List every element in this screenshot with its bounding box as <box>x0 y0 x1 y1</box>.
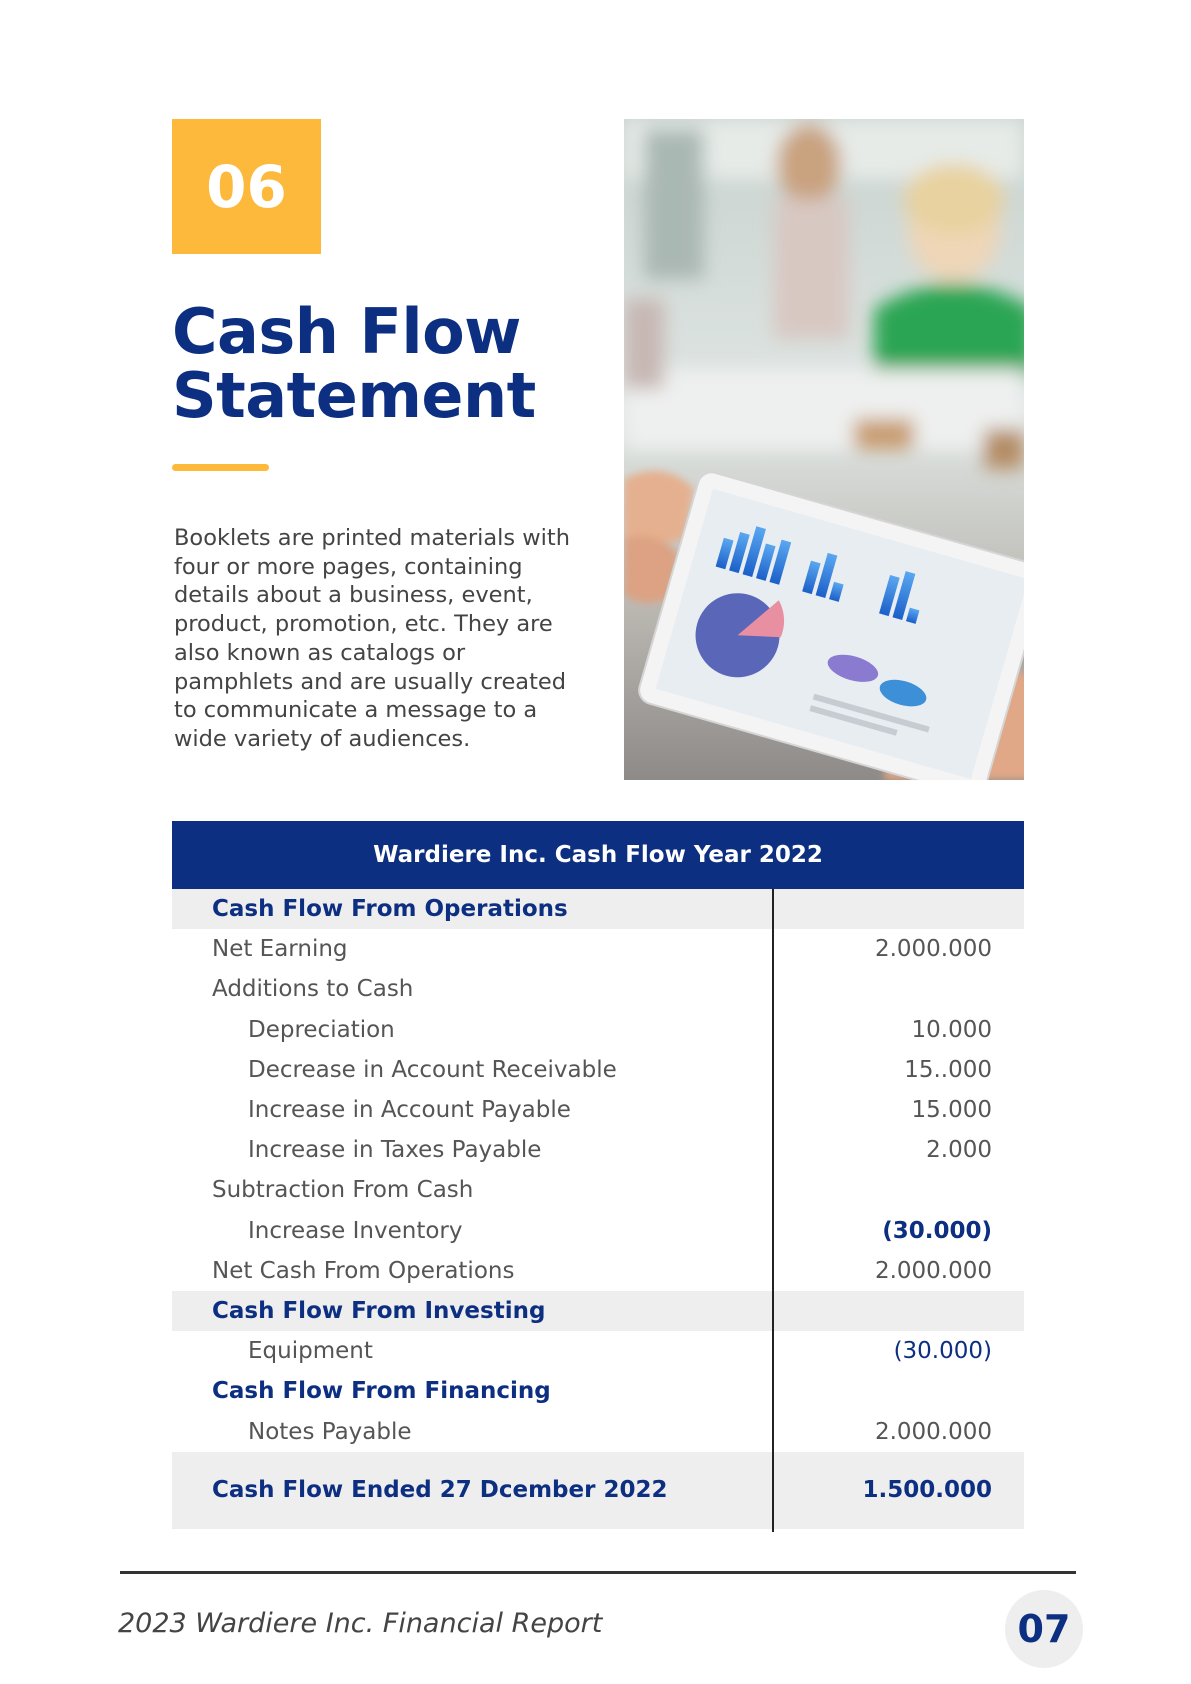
row-value: 10.000 <box>911 1016 992 1043</box>
table-row <box>172 929 1024 969</box>
tablet-chart-photo <box>624 119 1024 780</box>
table-row <box>172 1010 1024 1050</box>
page-title-line-1: Cash Flow <box>172 295 521 368</box>
page-title-line-2: Statement <box>172 359 536 432</box>
row-value: (30.000) <box>893 1338 992 1365</box>
section-number-badge: 06 <box>172 119 321 254</box>
row-value: 2.000.000 <box>874 1418 992 1445</box>
row-label: Net Cash From Operations <box>212 1257 515 1284</box>
table-row <box>172 1411 1024 1451</box>
row-label: Notes Payable <box>248 1418 412 1445</box>
row-value: (30.000) <box>882 1217 992 1244</box>
cash-flow-table <box>172 821 1024 1532</box>
title-underline <box>172 464 269 471</box>
row-label: Cash Flow From Operations <box>212 896 568 923</box>
table-row <box>172 889 1024 929</box>
row-label: Increase in Account Payable <box>248 1097 571 1124</box>
row-label: Subtraction From Cash <box>212 1177 474 1204</box>
row-label: Decrease in Account Receivable <box>248 1056 617 1083</box>
row-label: Increase Inventory <box>248 1217 463 1244</box>
footer-report-title: 2023 Wardiere Inc. Financial Report <box>118 1608 603 1639</box>
table-row <box>172 1130 1024 1170</box>
table-row <box>172 1251 1024 1291</box>
table-row <box>172 1090 1024 1130</box>
page-title <box>172 295 536 432</box>
table-row <box>172 1050 1024 1090</box>
row-label: Net Earning <box>212 936 348 963</box>
column-divider <box>772 889 774 1532</box>
footer-divider <box>120 1571 1076 1574</box>
row-label: Depreciation <box>248 1016 395 1043</box>
row-label: Additions to Cash <box>212 976 414 1003</box>
row-label: Cash Flow Ended 27 Dcember 2022 <box>212 1477 668 1504</box>
row-value: 1.500.000 <box>862 1477 992 1504</box>
intro-paragraph: Booklets are printed materials with four or more pages, containing details about a business, event, product, promotion, etc. They are also known as catalogs or pamphlets and are usually created to communicate a message to a wide variety of audiences. <box>174 525 570 752</box>
table-title: Wardiere Inc. Cash Flow Year 2022 <box>172 821 1024 889</box>
table-row <box>172 1211 1024 1251</box>
row-label: Equipment <box>248 1338 373 1365</box>
row-value: 15.000 <box>911 1097 992 1124</box>
row-label: Cash Flow From Investing <box>212 1297 546 1324</box>
table-row <box>172 969 1024 1009</box>
row-value: 2.000.000 <box>874 936 992 963</box>
row-label: Cash Flow From Financing <box>212 1378 551 1405</box>
table-row <box>172 1291 1024 1331</box>
row-value: 2.000.000 <box>874 1257 992 1284</box>
row-value: 2.000 <box>926 1137 992 1164</box>
row-label: Increase in Taxes Payable <box>248 1137 542 1164</box>
table-row <box>172 1371 1024 1411</box>
table-row <box>172 1170 1024 1210</box>
table-total-row <box>172 1452 1024 1529</box>
page-number: 07 <box>1005 1590 1083 1668</box>
table-row <box>172 1331 1024 1371</box>
row-value: 15..000 <box>904 1056 992 1083</box>
